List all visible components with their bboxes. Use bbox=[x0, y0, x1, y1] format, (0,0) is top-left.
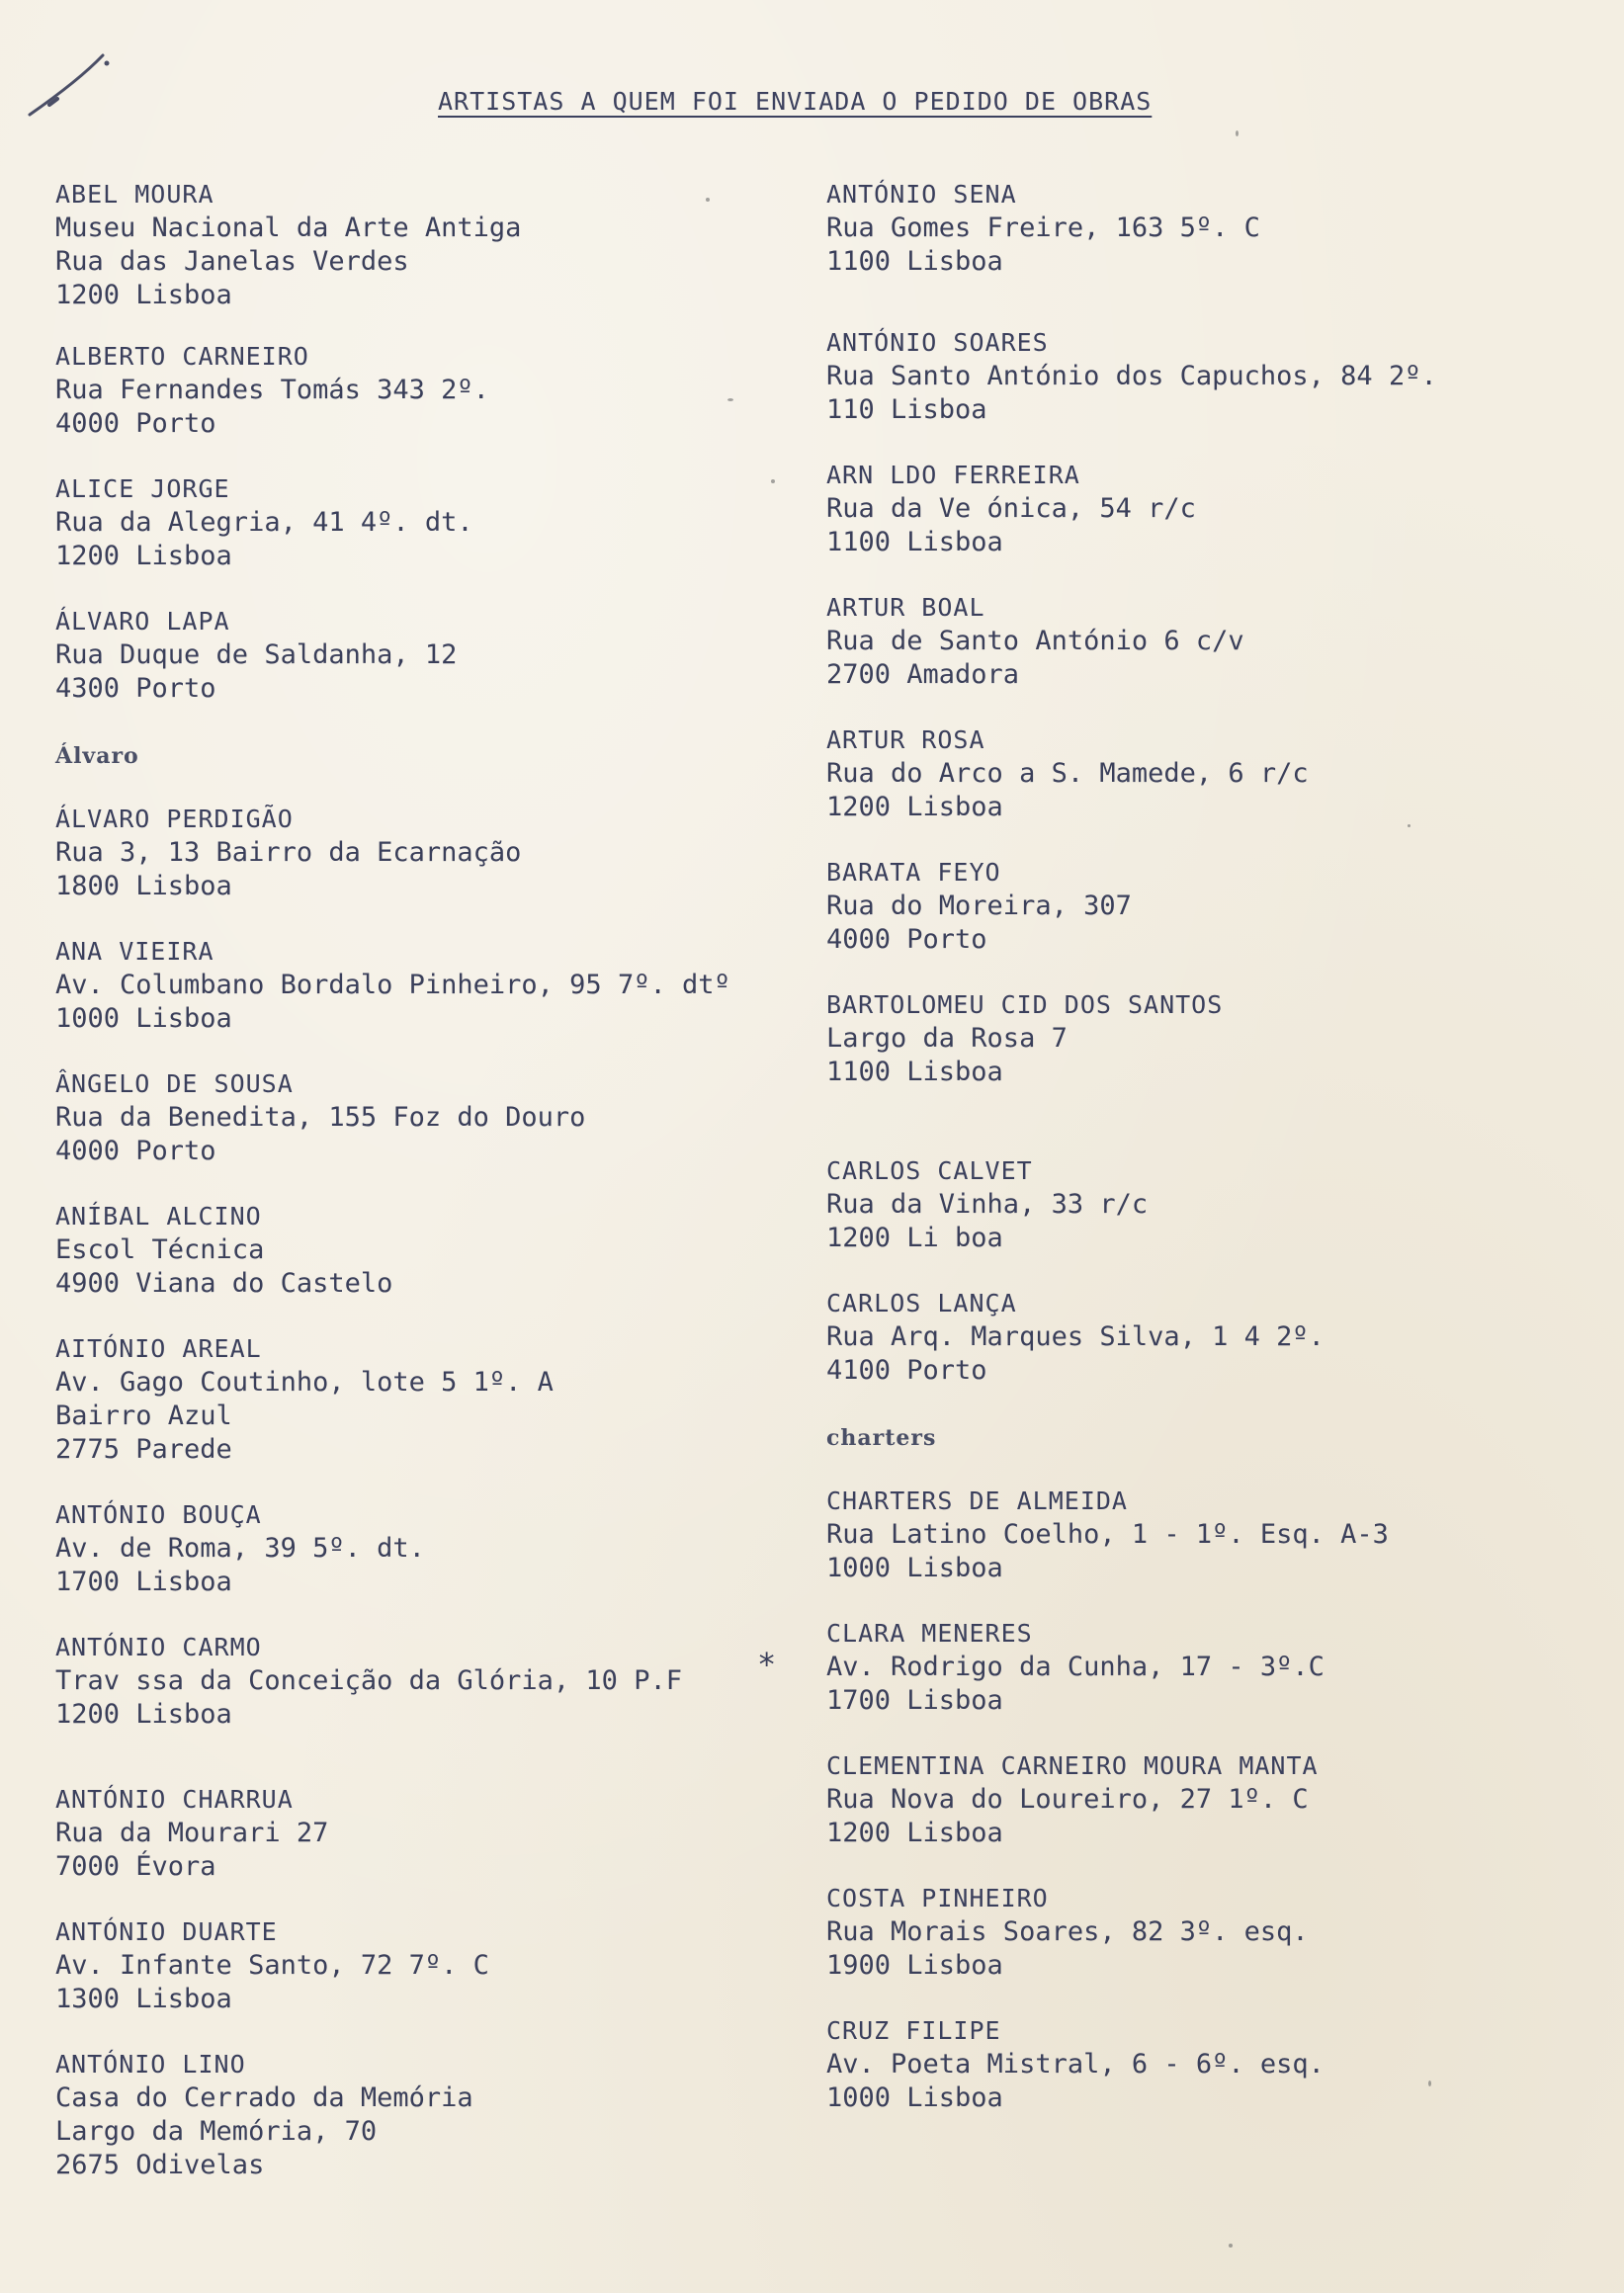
artist-name: ANTÓNIO LINO bbox=[55, 2050, 246, 2079]
speck bbox=[1428, 2081, 1431, 2086]
artist-entry bbox=[55, 340, 489, 441]
artist-name: CRUZ FILIPE bbox=[826, 2016, 1001, 2045]
address-line: 1000 Lisboa bbox=[826, 1553, 1003, 1583]
address-line: Rua Santo António dos Capuchos, 84 2º. bbox=[826, 361, 1437, 391]
address-line: Bairro Azul bbox=[55, 1401, 232, 1431]
artist-name: ARN LDO FERREIRA bbox=[826, 461, 1080, 489]
speck bbox=[1229, 2244, 1233, 2248]
address-line: 1700 Lisboa bbox=[55, 1567, 232, 1597]
pen-stroke-mark bbox=[28, 49, 117, 119]
address-line: Rua de Santo António 6 c/v bbox=[826, 626, 1244, 656]
artist-entry bbox=[826, 459, 1196, 559]
artist-name: ANÍBAL ALCINO bbox=[55, 1202, 262, 1231]
artist-name: BARATA FEYO bbox=[826, 858, 1001, 887]
artist-name: COSTA PINHEIRO bbox=[826, 1884, 1049, 1912]
address-line: Largo da Rosa 7 bbox=[826, 1023, 1068, 1054]
address-line: 1000 Lisboa bbox=[55, 1003, 232, 1034]
address-line: Rua da Benedita, 155 Foz do Douro bbox=[55, 1102, 586, 1133]
address-line: 1200 Lisboa bbox=[55, 541, 232, 571]
address-line: 1200 Lisboa bbox=[55, 1699, 232, 1730]
address-line: 1100 Lisboa bbox=[826, 1057, 1003, 1087]
address-line: Av. Rodrigo da Cunha, 17 - 3º.C bbox=[826, 1652, 1325, 1682]
address-line: 1000 Lisboa bbox=[826, 2082, 1003, 2113]
artist-name: ANTÓNIO BOUÇA bbox=[55, 1500, 262, 1529]
artist-entry bbox=[55, 1498, 425, 1599]
artist-entry bbox=[826, 1485, 1389, 1585]
artist-name: ANTÓNIO SOARES bbox=[826, 328, 1049, 357]
artist-entry bbox=[55, 1631, 682, 1732]
address-line: 1200 Li boa bbox=[826, 1223, 1003, 1253]
artist-entry bbox=[55, 605, 457, 706]
address-line: Rua Duque de Saldanha, 12 bbox=[55, 639, 458, 670]
artist-entry bbox=[55, 1200, 392, 1301]
address-line: 4000 Porto bbox=[826, 924, 987, 955]
artist-name: ÁLVARO LAPA bbox=[55, 607, 230, 636]
address-line: 1200 Lisboa bbox=[826, 792, 1003, 822]
address-line: Rua da Mourari 27 bbox=[55, 1818, 329, 1848]
address-line: 1100 Lisboa bbox=[826, 527, 1003, 557]
address-line: 4900 Viana do Castelo bbox=[55, 1268, 393, 1299]
speck bbox=[727, 398, 733, 401]
artist-name: CHARTERS DE ALMEIDA bbox=[826, 1486, 1128, 1515]
artist-entry bbox=[826, 1617, 1325, 1718]
artist-entry bbox=[826, 1749, 1319, 1850]
artist-name: ARTUR ROSA bbox=[826, 725, 985, 754]
address-line: 1100 Lisboa bbox=[826, 246, 1003, 277]
address-line: Rua Fernandes Tomás 343 2º. bbox=[55, 375, 489, 405]
artist-entry bbox=[826, 723, 1309, 824]
artist-entry bbox=[55, 2048, 473, 2182]
address-line: Rua 3, 13 Bairro da Ecarnação bbox=[55, 837, 522, 868]
address-line: 2700 Amadora bbox=[826, 659, 1020, 690]
artist-entry bbox=[826, 591, 1244, 692]
artist-entry bbox=[55, 472, 473, 573]
address-line: Escol Técnica bbox=[55, 1234, 265, 1265]
address-line: Av. Columbano Bordalo Pinheiro, 95 7º. dtº bbox=[55, 970, 730, 1000]
address-line: 1300 Lisboa bbox=[55, 1984, 232, 2014]
artist-entry bbox=[826, 1882, 1309, 1983]
artist-name: AITÓNIO AREAL bbox=[55, 1334, 262, 1363]
address-line: Rua Gomes Freire, 163 5º. C bbox=[826, 212, 1260, 243]
address-line: 110 Lisboa bbox=[826, 394, 987, 425]
artist-entry bbox=[826, 178, 1260, 279]
artist-name: CLARA MENERES bbox=[826, 1619, 1033, 1648]
address-line: 1900 Lisboa bbox=[826, 1950, 1003, 1981]
artist-name: ANA VIEIRA bbox=[55, 937, 214, 966]
address-line: 4100 Porto bbox=[826, 1355, 987, 1386]
address-line: Rua das Janelas Verdes bbox=[55, 246, 409, 277]
address-line: Casa do Cerrado da Memória bbox=[55, 2082, 473, 2113]
asterisk-mark: * bbox=[757, 1646, 777, 1683]
address-line: 2675 Odivelas bbox=[55, 2150, 265, 2180]
artist-entry bbox=[55, 803, 521, 903]
address-line: Museu Nacional da Arte Antiga bbox=[55, 212, 522, 243]
struck-out-text: charters bbox=[826, 1425, 937, 1451]
address-line: Av. Poeta Mistral, 6 - 6º. esq. bbox=[826, 2049, 1325, 2080]
artist-name: ABEL MOURA bbox=[55, 180, 214, 209]
artist-name: CARLOS LANÇA bbox=[826, 1289, 1017, 1317]
address-line: 2775 Parede bbox=[55, 1434, 232, 1465]
artist-name: BARTOLOMEU CID DOS SANTOS bbox=[826, 990, 1224, 1019]
artist-name: CLEMENTINA CARNEIRO MOURA MANTA bbox=[826, 1751, 1319, 1780]
artist-entry bbox=[826, 988, 1223, 1089]
address-line: 7000 Évora bbox=[55, 1851, 216, 1882]
artist-entry bbox=[826, 856, 1132, 957]
address-line: Rua da Ve ónica, 54 r/c bbox=[826, 493, 1196, 524]
address-line: Rua do Arco a S. Mamede, 6 r/c bbox=[826, 758, 1309, 789]
artist-entry bbox=[826, 326, 1437, 427]
artist-entry bbox=[55, 1067, 585, 1168]
artist-entry bbox=[826, 2014, 1325, 2115]
address-line: Av. de Roma, 39 5º. dt. bbox=[55, 1533, 425, 1564]
artist-name: ANTÓNIO CHARRUA bbox=[55, 1785, 294, 1814]
address-line: 1800 Lisboa bbox=[55, 871, 232, 901]
artist-entry bbox=[826, 1287, 1325, 1388]
document-title: ARTISTAS A QUEM FOI ENVIADA O PEDIDO DE OBRAS bbox=[438, 87, 1153, 116]
artist-name: ANTÓNIO CARMO bbox=[55, 1633, 262, 1661]
artist-name: ALICE JORGE bbox=[55, 474, 230, 503]
artist-entry bbox=[55, 1783, 328, 1884]
artist-name: ÁLVARO PERDIGÃO bbox=[55, 805, 294, 833]
artist-entry bbox=[55, 1332, 554, 1467]
artist-name: CARLOS CALVET bbox=[826, 1156, 1033, 1185]
speck bbox=[1236, 130, 1239, 136]
address-line: Rua Nova do Loureiro, 27 1º. C bbox=[826, 1784, 1309, 1815]
address-line: Rua Morais Soares, 82 3º. esq. bbox=[826, 1916, 1309, 1947]
address-line: Rua Arq. Marques Silva, 1 4 2º. bbox=[826, 1321, 1325, 1352]
speck bbox=[771, 479, 775, 483]
address-line: 1200 Lisboa bbox=[55, 280, 232, 310]
artist-entry bbox=[55, 178, 521, 312]
address-line: Rua da Vinha, 33 r/c bbox=[826, 1189, 1149, 1220]
address-line: Trav ssa da Conceição da Glória, 10 P.F bbox=[55, 1665, 682, 1696]
speck bbox=[706, 198, 710, 202]
address-line: 4300 Porto bbox=[55, 673, 216, 704]
address-line: Rua Latino Coelho, 1 - 1º. Esq. A-3 bbox=[826, 1519, 1389, 1550]
artist-name: ANTÓNIO SENA bbox=[826, 180, 1017, 209]
address-line: Av. Gago Coutinho, lote 5 1º. A bbox=[55, 1367, 554, 1398]
artist-name: ÂNGELO DE SOUSA bbox=[55, 1069, 294, 1098]
artist-entry bbox=[55, 935, 730, 1036]
artist-name: ARTUR BOAL bbox=[826, 593, 985, 622]
struck-out-text: Álvaro bbox=[55, 743, 139, 769]
address-line: 1700 Lisboa bbox=[826, 1685, 1003, 1716]
address-line: Av. Infante Santo, 72 7º. C bbox=[55, 1950, 489, 1981]
address-line: 1200 Lisboa bbox=[826, 1818, 1003, 1848]
address-line: Rua da Alegria, 41 4º. dt. bbox=[55, 507, 473, 538]
address-line: 4000 Porto bbox=[55, 408, 216, 439]
address-line: Largo da Memória, 70 bbox=[55, 2116, 378, 2147]
artist-name: ALBERTO CARNEIRO bbox=[55, 342, 309, 371]
address-line: Rua do Moreira, 307 bbox=[826, 891, 1132, 921]
artist-entry bbox=[826, 1154, 1148, 1255]
artist-entry bbox=[55, 1915, 489, 2016]
speck bbox=[1408, 824, 1410, 827]
address-line: 4000 Porto bbox=[55, 1136, 216, 1166]
artist-name: ANTÓNIO DUARTE bbox=[55, 1917, 278, 1946]
